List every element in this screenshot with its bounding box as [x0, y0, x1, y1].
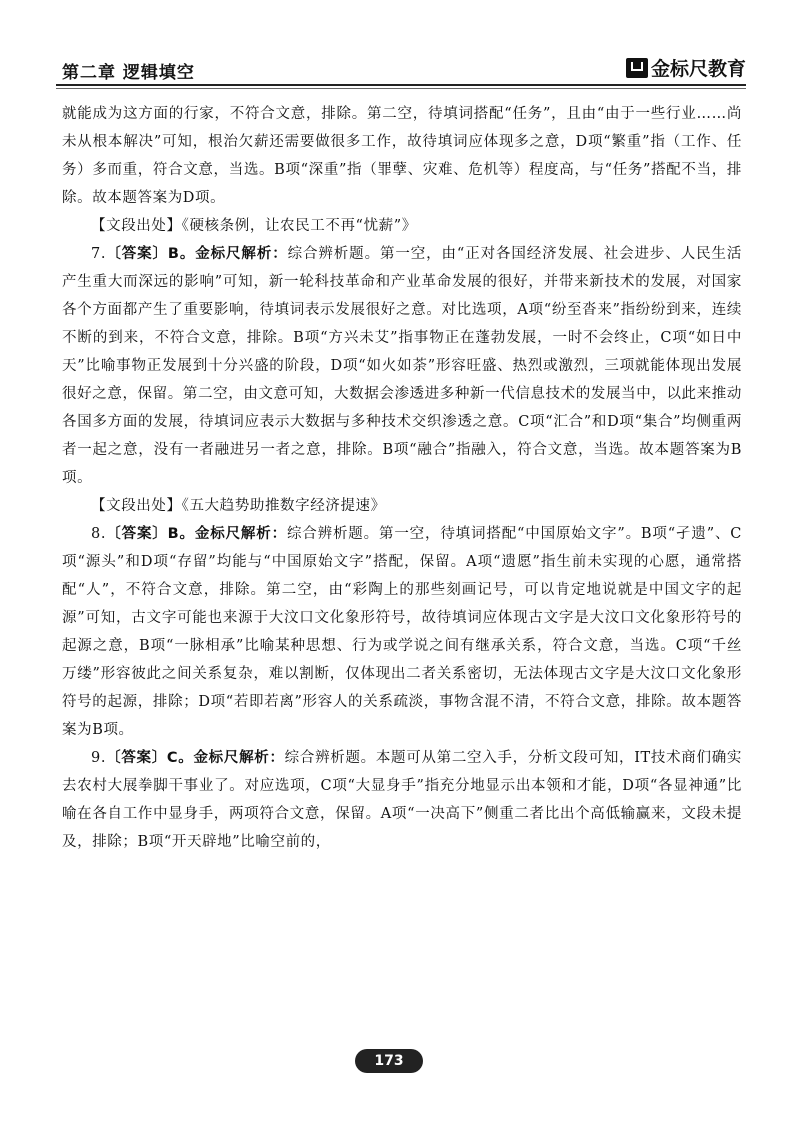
paragraph-text: 就能成为这方面的行家，不符合文意，排除。第二空，待填词搭配“任务”，且由“由于一些行业……尚未从根本解决”可知，根治欠薪还需要做很多工作，故待填词应体现多之意，D项“繁重”指（工作、任务）多而重，符合文意，当选。B项“深重”指（罪孽、灾难、危机等）程度高，与“任务”搭配不当，排除。故本题答案为D项。 — [62, 106, 742, 206]
brand-logo — [626, 54, 746, 81]
question-number: 7. — [91, 246, 107, 262]
page-number: 173 — [355, 1049, 423, 1073]
source-citation — [62, 492, 742, 520]
answer-paragraph-9 — [62, 744, 742, 856]
source-title: 《五大趋势助推数字经济提速》 — [181, 498, 386, 514]
brand-name: 金标尺教育 — [650, 58, 746, 80]
chapter-title: 第二章 逻辑填空 — [62, 63, 195, 83]
answer-label: 〔答案〕C。 — [106, 750, 194, 766]
question-number: 8. — [91, 526, 107, 542]
page-header — [56, 52, 746, 86]
body-text — [62, 100, 742, 856]
analysis-label: 金标尺解析： — [193, 750, 285, 766]
source-title: 《硬核条例，让农民工不再“忧薪”》 — [181, 218, 417, 234]
answer-paragraph-7 — [62, 240, 742, 492]
source-label: 【文段出处】 — [91, 498, 182, 514]
source-citation — [62, 212, 742, 240]
analysis-text: 综合辨析题。第一空，待填词搭配“中国原始文字”。B项“孑遗”、C项“源头”和D项“存留”均能与“中国原始文字”搭配，保留。A项“遗愿”指生前未实现的心愿，通常搭配“人”，不符合文意，排除。第二空，由“彩陶上的那些刻画记号，可以肯定地说就是中国文字的起源”可知，古文字可能也来源于大汶口文化象形符号，故待填词应体现古文字是大汶口文化象形符号的起源之意，B项“一脉相承”比喻某种思想、行为或学说之间有继承关系，符合文意，当选。C项“千丝万缕”形容彼此之间关系复杂，难以割断，仅体现出二者关系密切，无法体现古文字是大汶口文化象形符号的起源，排除；D项“若即若离”形容人的关系疏淡，事物含混不清，不符合文意，排除。故本题答案为B项。 — [62, 526, 742, 738]
analysis-label: 金标尺解析： — [195, 246, 288, 262]
header-rule-thin — [56, 88, 746, 89]
brand-logo-icon — [626, 58, 648, 78]
analysis-text: 综合辨析题。本题可从第二空入手，分析文段可知，IT技术商们确实去农村大展拳脚干事业了。对应选项，C项“大显身手”指充分地显示出本领和才能，D项“各显神通”比喻在各自工作中显身手，两项符合文意，保留。A项“一决高下”侧重二者比出个高低输赢来，文段未提及，排除；B项“开天辟地”比喻空前的， — [62, 750, 742, 850]
question-number: 9. — [91, 750, 107, 766]
answer-paragraph-8 — [62, 520, 742, 744]
analysis-text: 综合辨析题。第一空，由“正对各国经济发展、社会进步、人民生活产生重大而深远的影响”可知，新一轮科技革命和产业革命发展的很好，并带来新技术的发展，对国家各个方面都产生了重要影响，待填词表示发展很好之意。对比选项，A项“纷至沓来”指纷纷到来，连续不断的到来，不符合文意，排除。B项“方兴未艾”指事物正在蓬勃发展，一时不会终止，C项“如日中天”比喻事物正发展到十分兴盛的阶段，D项“如火如荼”形容旺盛、热烈或激烈，三项就能体现出发展很好之意，保留。第二空，由文意可知，大数据会渗透进多种新一代信息技术的发展当中，以此来推动各国多方面的发展，待填词应表示大数据与多种技术交织渗透之意。C项“汇合”和D项“集合”均侧重两者一起之意，没有一者融进另一者之意，排除。B项“融合”指融入，符合文意，当选。故本题答案为B项。 — [62, 246, 742, 486]
source-label: 【文段出处】 — [91, 218, 182, 234]
answer-label: 〔答案〕B。 — [106, 526, 195, 542]
answer-label: 〔答案〕B。 — [106, 246, 196, 262]
header-rule — [56, 84, 746, 86]
paragraph-continuation — [62, 100, 742, 212]
analysis-label: 金标尺解析： — [194, 526, 287, 542]
